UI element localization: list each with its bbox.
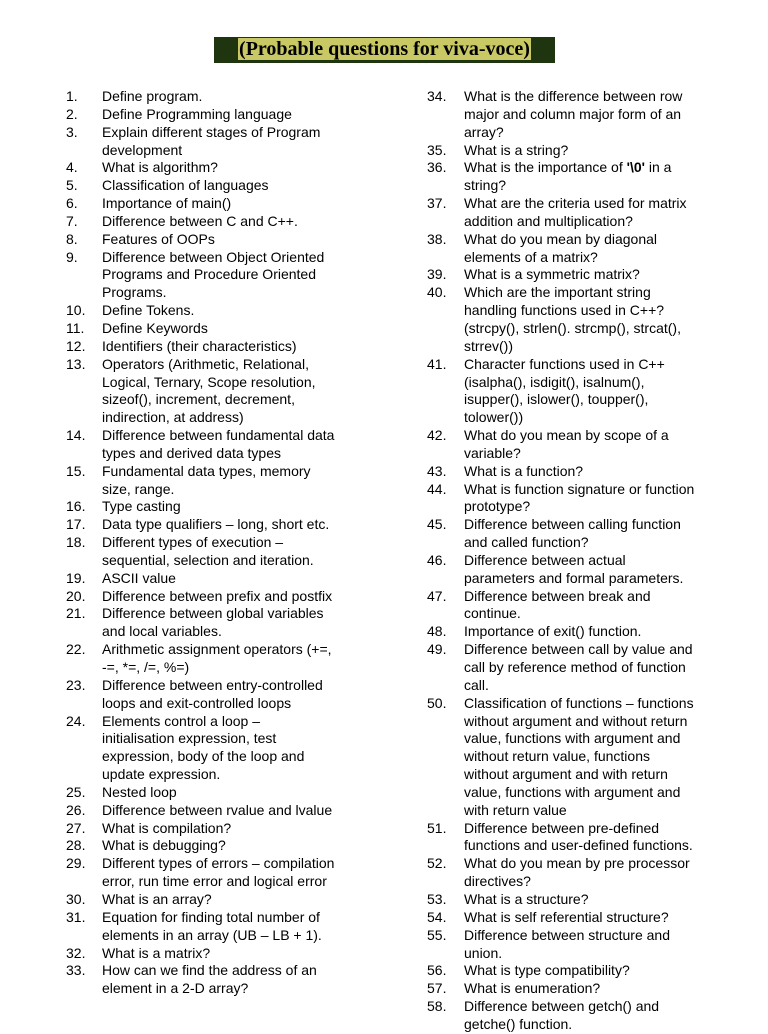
question-text: Importance of main(): [102, 195, 232, 212]
question-number: 6.: [66, 195, 78, 212]
question-item: [66, 498, 366, 516]
question-number: 47.: [427, 587, 447, 604]
question-item: [427, 552, 739, 588]
page-title-text: (Probable questions for viva-voce): [239, 38, 530, 60]
question-text: What is a matrix?: [102, 944, 211, 961]
question-item: [66, 891, 366, 909]
question-text: What is function signature or function prototype?: [464, 480, 695, 515]
question-text: What do you mean by pre processor directives?: [464, 855, 690, 890]
question-item: [66, 641, 366, 677]
question-number: 14.: [66, 427, 86, 444]
question-number: 45.: [427, 516, 447, 533]
question-text: Define Keywords: [102, 319, 208, 336]
question-number: 40.: [427, 284, 447, 301]
question-item: [66, 820, 366, 838]
question-number: 12.: [66, 337, 86, 354]
question-text: Data type qualifiers – long, short etc.: [102, 516, 330, 533]
question-text: Different types of execution – sequential, selection and iteration.: [102, 534, 314, 568]
question-text: What is an array?: [102, 890, 212, 907]
left-question-column: [66, 88, 366, 998]
question-number: 18.: [66, 534, 86, 551]
question-text: Difference between structure and union.: [464, 926, 670, 961]
question-text: Difference between prefix and postfix: [102, 587, 333, 604]
question-item: [427, 463, 739, 481]
question-item: [427, 427, 739, 463]
question-item: [427, 927, 739, 963]
question-text: Difference between entry-controlled loops and exit-controlled loops: [102, 676, 323, 711]
question-text: Arithmetic assignment operators (+=, -=, *=, /=, %=): [102, 641, 332, 675]
question-item: [66, 124, 366, 160]
question-text: Operators (Arithmetic, Relational, Logical, Ternary, Scope resolution, sizeof(), increment, decrement, indirection, at address): [102, 355, 316, 426]
question-item: [66, 320, 366, 338]
question-text: Difference between Object Oriented Programs and Procedure Oriented Programs.: [102, 248, 325, 301]
question-number: 17.: [66, 516, 86, 533]
question-text: [464, 159, 739, 195]
question-item: [427, 962, 739, 980]
question-number: 56.: [427, 962, 447, 979]
question-text: Which are the important string handling functions used in C++? (strcpy(), strlen(). strcmp(), strcat(), strrev()): [464, 284, 681, 354]
question-item: [66, 231, 366, 249]
question-text: What do you mean by scope of a variable?: [464, 427, 669, 461]
question-item: [427, 588, 739, 624]
question-number: 52.: [427, 855, 447, 872]
question-number: 1.: [66, 88, 78, 104]
question-item: [66, 106, 366, 124]
question-number: 4.: [66, 159, 78, 176]
question-text: Difference between pre-defined functions and user-defined functions.: [464, 819, 693, 854]
question-number: 15.: [66, 462, 86, 479]
question-item: [66, 855, 366, 891]
question-number: 51.: [427, 819, 447, 836]
right-question-column: [427, 88, 739, 1034]
question-text: What is compilation?: [102, 819, 232, 836]
question-number: 30.: [66, 890, 86, 907]
question-item: [66, 802, 366, 820]
question-item: [66, 909, 366, 945]
question-text: Difference between break and continue.: [464, 587, 651, 622]
question-item: [427, 481, 739, 517]
question-item: [427, 855, 739, 891]
question-number: 8.: [66, 230, 78, 247]
question-number: 48.: [427, 623, 447, 640]
question-text: Difference between calling function and called function?: [464, 516, 681, 551]
question-item: [427, 195, 739, 231]
question-number: 46.: [427, 551, 447, 568]
question-item: [427, 231, 739, 267]
question-text: Character functions used in C++ (isalpha(), isdigit(), isalnum(), isupper(), islower(), toupper(), tolower()): [464, 355, 665, 426]
question-number: 26.: [66, 801, 86, 818]
question-number: 31.: [66, 908, 86, 925]
question-item: [66, 784, 366, 802]
question-item: [66, 427, 366, 463]
question-item: [427, 641, 739, 695]
question-number: 43.: [427, 462, 447, 479]
question-text: ASCII value: [102, 569, 176, 586]
question-text: What is self referential structure?: [464, 908, 669, 925]
question-item: [66, 463, 366, 499]
question-item: [427, 356, 739, 427]
question-number: 55.: [427, 926, 447, 943]
question-item: [66, 213, 366, 231]
question-text: Importance of exit() function.: [464, 623, 642, 640]
question-text: Difference between fundamental data types and derived data types: [102, 427, 335, 461]
question-text: What are the criteria used for matrix addition and multiplication?: [464, 195, 687, 229]
question-number: 49.: [427, 641, 447, 658]
question-number: 27.: [66, 819, 86, 836]
question-item: [427, 998, 739, 1034]
question-number: 57.: [427, 980, 447, 997]
question-text: Difference between C and C++.: [102, 212, 298, 229]
question-number: 20.: [66, 587, 86, 604]
question-item: [66, 588, 366, 606]
question-number: 44.: [427, 480, 447, 497]
question-item: [427, 516, 739, 552]
question-text: What is a string?: [464, 141, 569, 158]
question-number: 58.: [427, 998, 447, 1015]
question-item: [427, 159, 739, 195]
question-text-part: What is the importance of: [464, 159, 623, 176]
question-text: Type casting: [102, 498, 181, 515]
question-item: [66, 195, 366, 213]
question-item: [427, 891, 739, 909]
question-number: 25.: [66, 783, 86, 800]
question-text: Different types of errors – compilation error, run time error and logical error: [102, 855, 335, 890]
question-number: 21.: [66, 605, 86, 622]
question-number: 32.: [66, 944, 86, 961]
question-text: Define Tokens.: [102, 302, 195, 319]
question-text: What do you mean by diagonal elements of a matrix?: [464, 230, 658, 265]
question-text: What is enumeration?: [464, 980, 601, 997]
question-text: Difference between rvalue and lvalue: [102, 801, 333, 818]
question-number: 53.: [427, 890, 447, 907]
question-item: [427, 88, 739, 142]
question-number: 41.: [427, 355, 447, 372]
question-item: [66, 605, 366, 641]
question-item: [66, 534, 366, 570]
question-item: [427, 820, 739, 856]
question-item: [66, 516, 366, 534]
question-item: [427, 909, 739, 927]
question-item: [66, 677, 366, 713]
question-text: What is algorithm?: [102, 159, 218, 176]
question-text: What is a symmetric matrix?: [464, 266, 640, 283]
question-item: [427, 695, 739, 820]
question-number: 13.: [66, 355, 86, 372]
question-text-part: in a string?: [464, 159, 672, 194]
question-text: Define program.: [102, 88, 203, 104]
question-text: What is a structure?: [464, 890, 589, 907]
question-number: 29.: [66, 855, 86, 872]
question-item: [427, 142, 739, 160]
question-number: 22.: [66, 641, 86, 658]
question-number: 38.: [427, 230, 447, 247]
question-number: 3.: [66, 123, 78, 140]
question-number: 35.: [427, 141, 447, 158]
question-number: 28.: [66, 837, 86, 854]
question-number: 7.: [66, 212, 78, 229]
question-text: What is debugging?: [102, 837, 226, 854]
question-text: Classification of functions – functions without argument and without return value, functions with argument and without return value, functions without argument and with return value, functions with argument and with return value: [464, 694, 694, 818]
question-item: [66, 177, 366, 195]
question-text-bold: '\0': [626, 159, 645, 176]
question-number: 54.: [427, 908, 447, 925]
question-text: Difference between actual parameters and formal parameters.: [464, 551, 684, 586]
question-number: 10.: [66, 302, 86, 319]
question-item: [66, 713, 366, 784]
question-text: Features of OOPs: [102, 230, 215, 247]
page-title: [214, 37, 555, 63]
question-item: [66, 837, 366, 855]
question-number: 34.: [427, 88, 447, 104]
question-item: [427, 623, 739, 641]
question-item: [66, 570, 366, 588]
question-text: What is a function?: [464, 462, 584, 479]
question-number: 11.: [66, 319, 85, 336]
question-item: [427, 980, 739, 998]
question-item: [66, 159, 366, 177]
question-text: What is type compatibility?: [464, 962, 630, 979]
question-item: [66, 302, 366, 320]
question-number: 50.: [427, 694, 447, 711]
question-text: Define Programming language: [102, 105, 292, 122]
question-item: [66, 962, 366, 998]
question-number: 24.: [66, 712, 86, 729]
question-number: 39.: [427, 266, 447, 283]
question-number: 16.: [66, 498, 86, 515]
question-number: 42.: [427, 427, 447, 444]
question-item: [66, 945, 366, 963]
question-item: [427, 284, 739, 355]
question-number: 36.: [427, 159, 447, 176]
question-text: Difference between global variables and local variables.: [102, 605, 324, 640]
question-item: [66, 88, 366, 106]
question-text: What is the difference between row major and column major form of an array?: [464, 88, 683, 140]
question-number: 23.: [66, 676, 86, 693]
question-text: Nested loop: [102, 783, 177, 800]
question-text: Identifiers (their characteristics): [102, 337, 297, 354]
question-text: How can we find the address of an element in a 2-D array?: [102, 962, 317, 997]
question-item: [427, 266, 739, 284]
question-text: Classification of languages: [102, 177, 269, 194]
question-text: Elements control a loop – initialisation expression, test expression, body of the loop and update expression.: [102, 712, 305, 783]
question-number: 2.: [66, 105, 78, 122]
question-item: [66, 338, 366, 356]
question-text: Fundamental data types, memory size, range.: [102, 462, 311, 497]
question-number: 5.: [66, 177, 78, 194]
question-item: [66, 249, 366, 303]
question-text: Difference between getch() and getche() function.: [464, 998, 660, 1032]
question-number: 9.: [66, 248, 78, 265]
question-number: 19.: [66, 569, 86, 586]
question-number: 37.: [427, 195, 447, 212]
question-number: 33.: [66, 962, 86, 979]
question-text: Explain different stages of Program development: [102, 123, 321, 158]
question-text: Equation for finding total number of elements in an array (UB – LB + 1).: [102, 908, 322, 943]
question-text: Difference between call by value and call by reference method of function call.: [464, 641, 693, 693]
question-item: [66, 356, 366, 427]
